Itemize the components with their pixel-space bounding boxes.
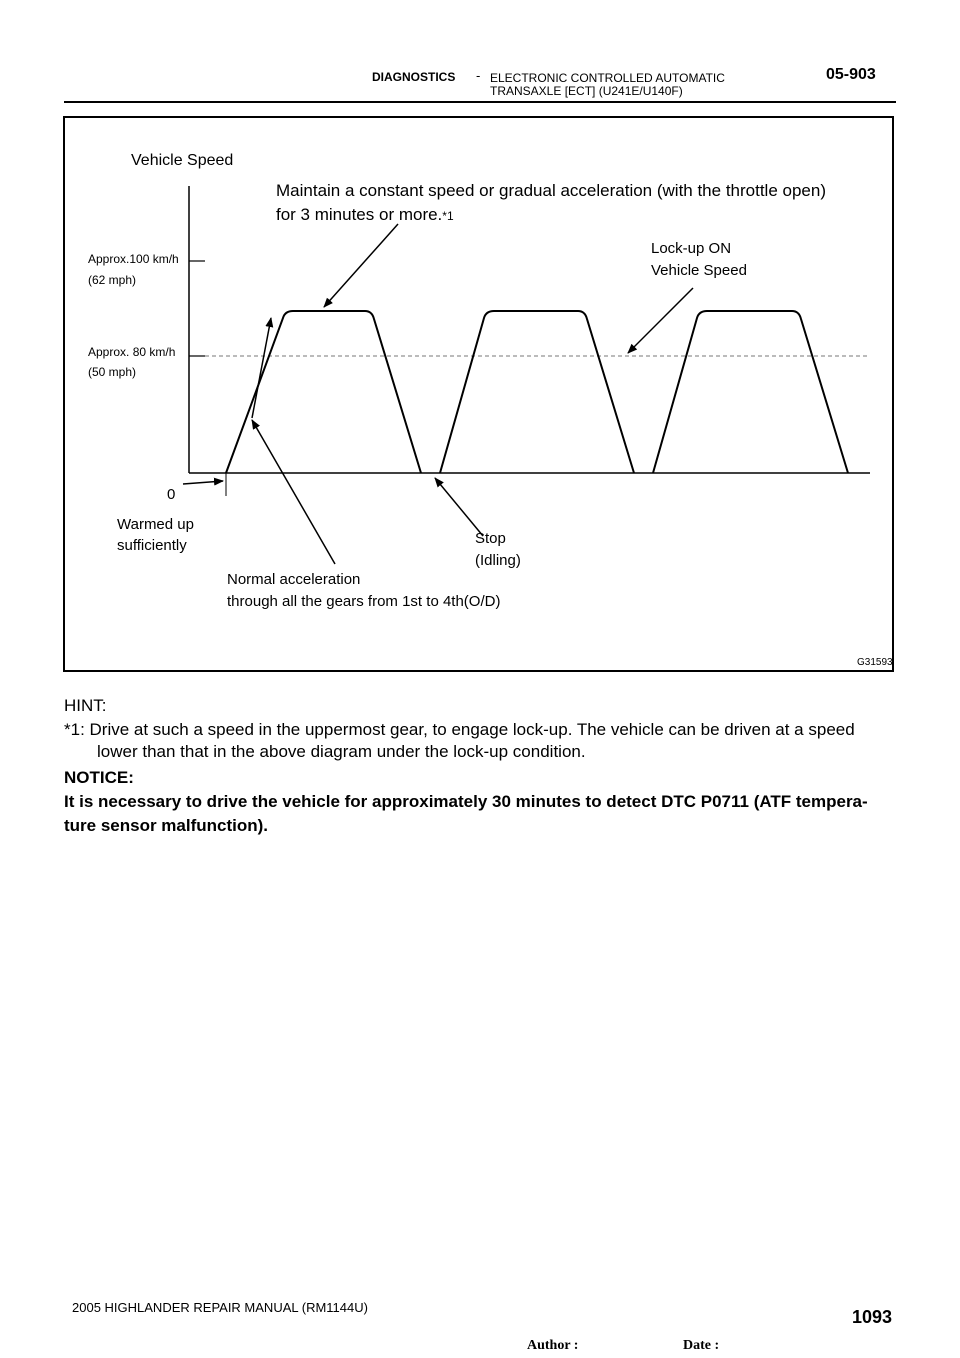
figure-id: G31593 — [857, 657, 893, 668]
normal-accel-arrow — [252, 420, 335, 564]
zero-label: 0 — [167, 486, 176, 503]
footer-date: Date : — [683, 1338, 720, 1353]
diagram-figure — [63, 116, 894, 672]
hint-note-line1: *1: Drive at such a speed in the uppermost gear, to engage lock-up. The vehicle can be driven at a speed — [64, 720, 855, 739]
tick-100-label: Approx.100 km/h — [88, 252, 179, 266]
y-axis-label: Vehicle Speed — [131, 152, 234, 169]
hint-note-line2: lower than that in the above diagram under the lock-up condition. — [97, 742, 586, 761]
tick-80-mph: (50 mph) — [88, 365, 137, 379]
header-rule — [64, 101, 896, 103]
drive-cycle-1 — [226, 311, 421, 473]
maintain-note-line2: for 3 minutes or more.*1 — [276, 205, 454, 224]
lockup-arrow — [628, 288, 693, 353]
tick-100-mph: (62 mph) — [88, 273, 137, 287]
drive-cycle-2 — [440, 311, 634, 473]
header-title-line1: ELECTRONIC CONTROLLED AUTOMATIC — [490, 71, 725, 85]
normal-accel-arrow-upper — [252, 318, 271, 418]
header-dash: - — [476, 68, 481, 83]
stop-arrow — [435, 478, 483, 536]
warmed-up-line2: sufficiently — [117, 537, 187, 554]
footer-author: Author : — [527, 1338, 579, 1353]
footer-page-number: 1093 — [852, 1307, 893, 1327]
notice-text-line2: ture sensor malfunction). — [64, 816, 269, 835]
lockup-label-line1: Lock-up ON — [651, 240, 732, 257]
maintain-arrow — [324, 224, 398, 307]
stop-label-line1: Stop — [475, 530, 506, 547]
maintain-footnote: *1 — [442, 209, 454, 223]
hint-heading: HINT: — [64, 696, 107, 715]
notice-heading: NOTICE: — [64, 768, 134, 787]
stop-label-line2: (Idling) — [475, 552, 521, 569]
header-page-code: 05-903 — [826, 66, 876, 83]
normal-accel-line1: Normal acceleration — [227, 571, 361, 588]
normal-accel-line2: through all the gears from 1st to 4th(O/D) — [227, 593, 501, 610]
maintain-note-line1: Maintain a constant speed or gradual acceleration (with the throttle open) — [276, 181, 826, 200]
drive-cycle-3 — [653, 311, 848, 473]
tick-80-label: Approx. 80 km/h — [88, 345, 176, 359]
warmed-arrow — [183, 481, 223, 484]
lockup-label-line2: Vehicle Speed — [651, 262, 747, 279]
footer-manual: 2005 HIGHLANDER REPAIR MANUAL (RM1144U) — [72, 1300, 368, 1315]
header-title-line2: TRANSAXLE [ECT] (U241E/U140F) — [490, 84, 683, 98]
warmed-up-line1: Warmed up — [117, 516, 194, 533]
header-section: DIAGNOSTICS — [372, 70, 456, 84]
notice-text-line1: It is necessary to drive the vehicle for approximately 30 minutes to detect DTC P0711 (ATF tempera- — [64, 792, 868, 811]
